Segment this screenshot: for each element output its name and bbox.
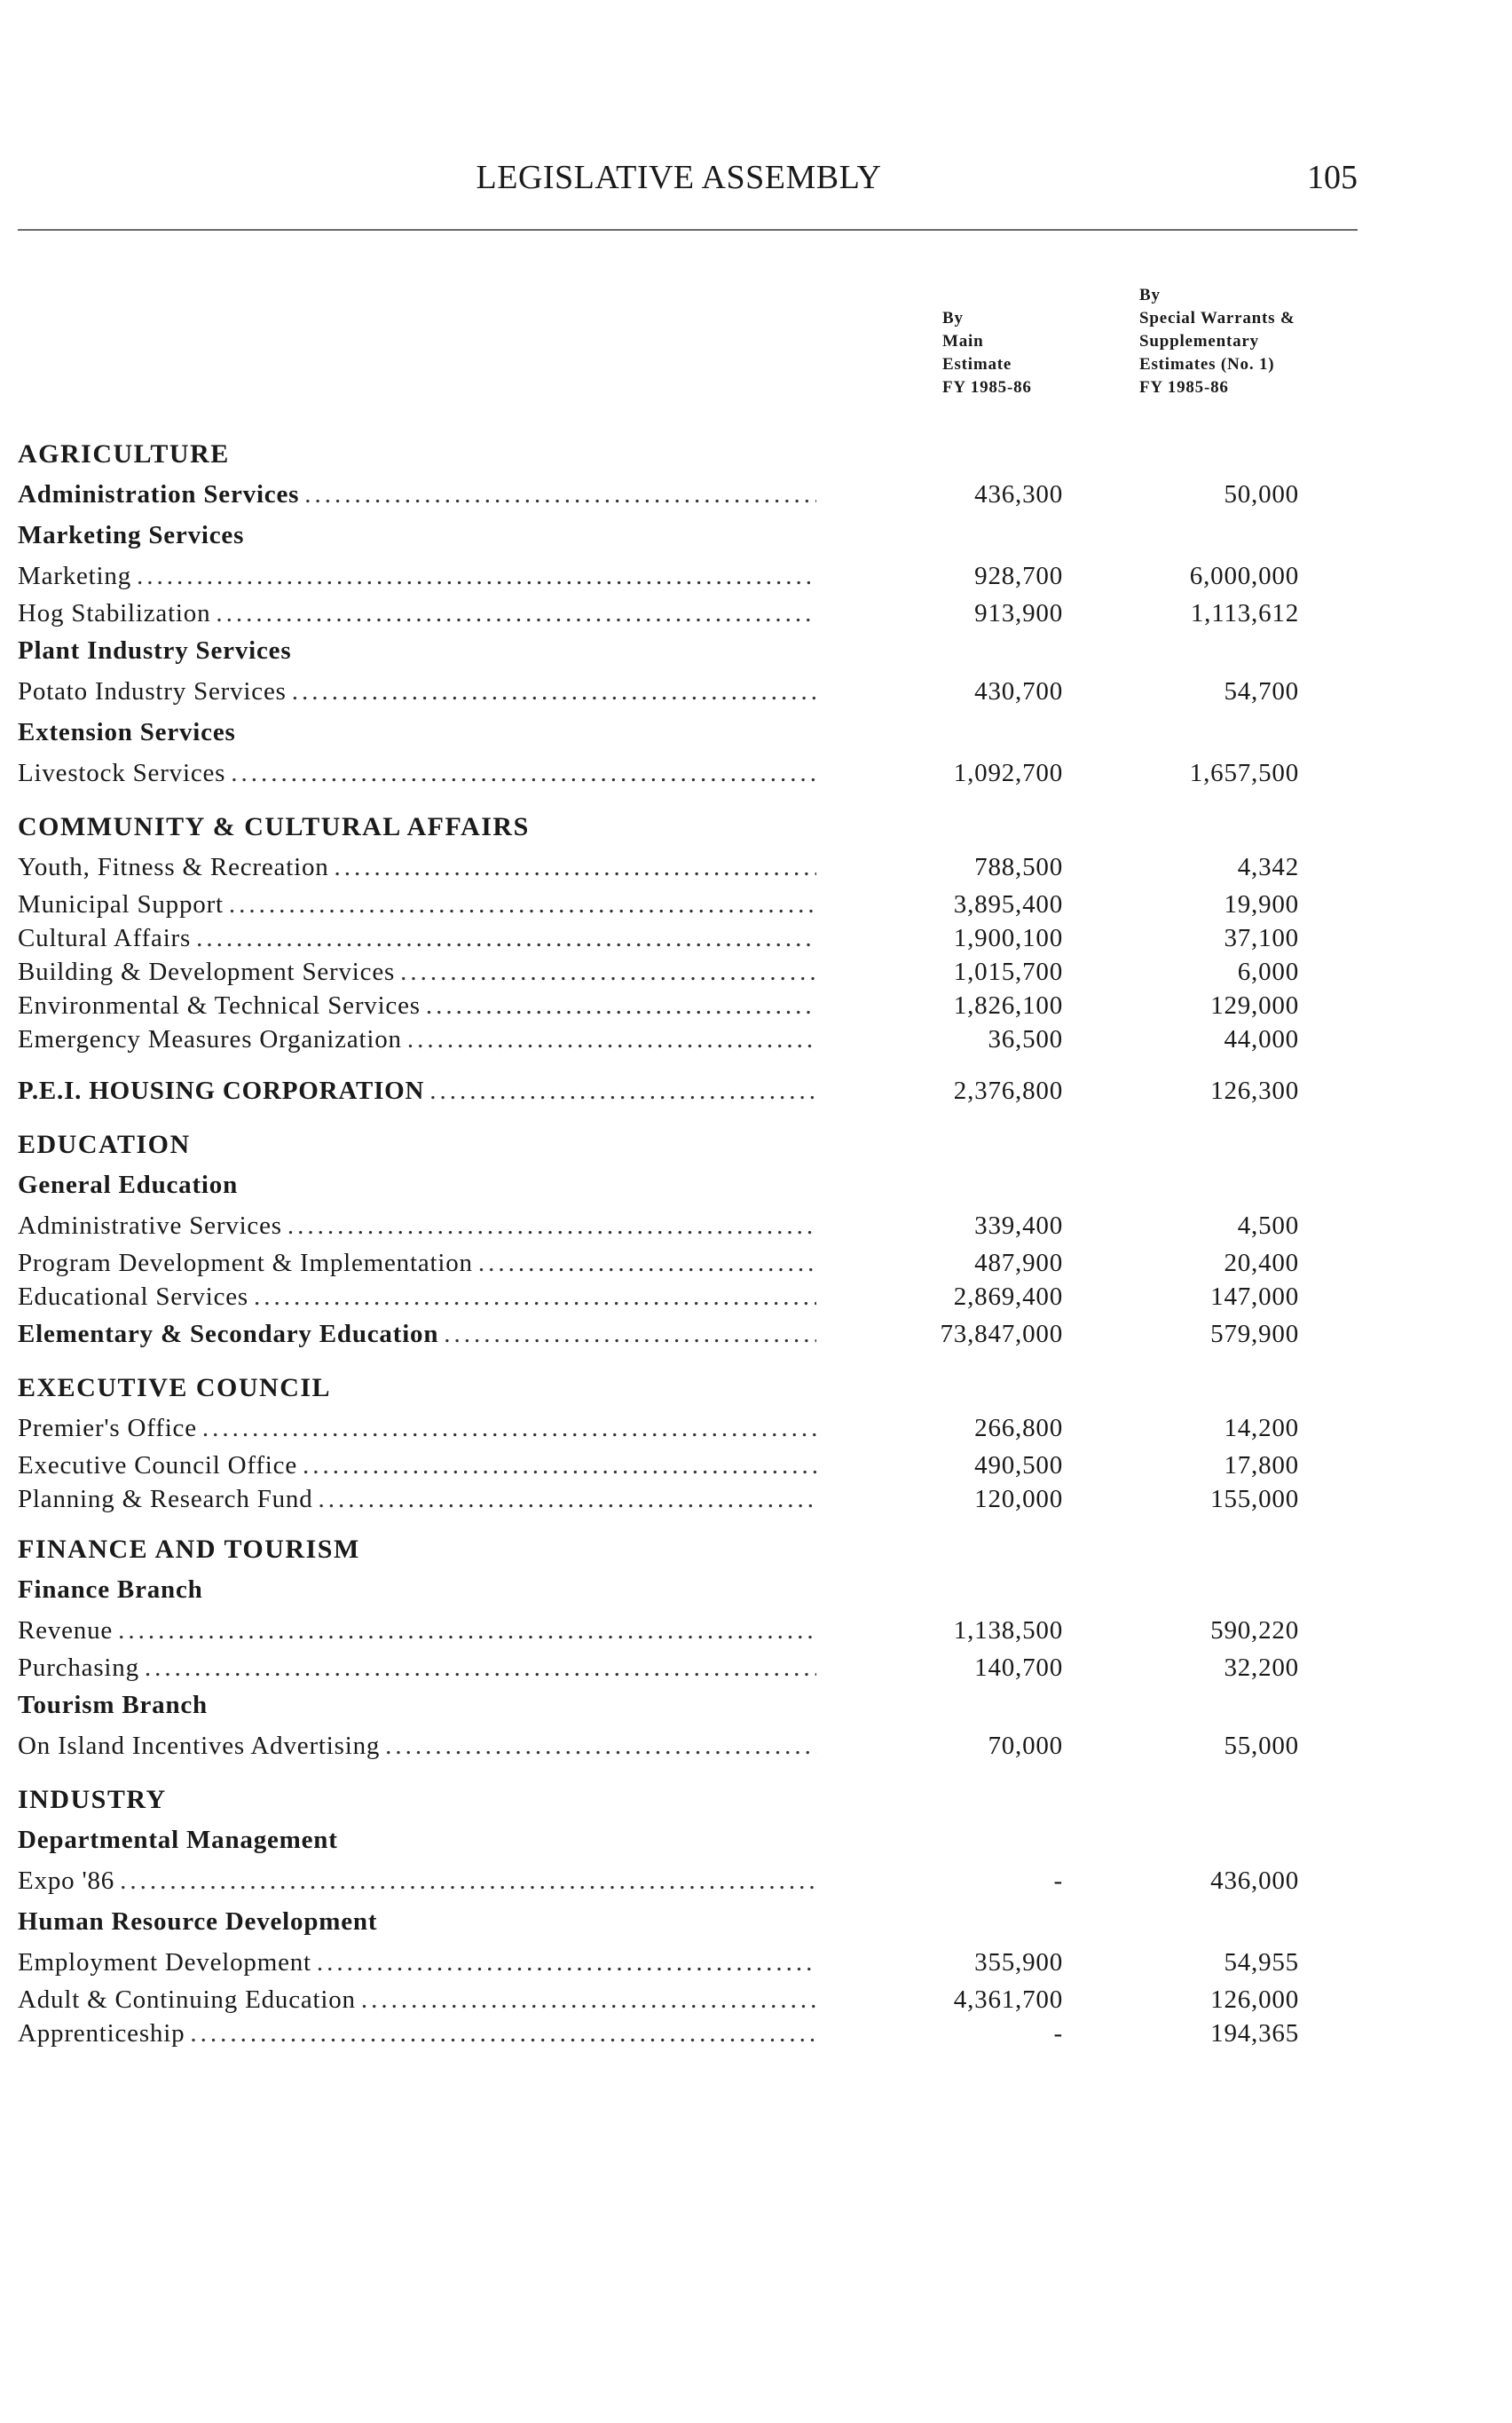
main-estimate-value: 1,138,500 — [953, 1616, 1063, 1645]
table-row — [18, 888, 1384, 921]
main-estimate-value: 490,500 — [974, 1451, 1063, 1480]
estimates-table — [18, 435, 1384, 2064]
main-estimate-value: 355,900 — [974, 1948, 1063, 1977]
dot-leader — [385, 1725, 816, 1766]
main-estimate-value: 2,376,800 — [953, 1077, 1063, 1105]
table-row — [18, 474, 1384, 515]
table-row — [18, 1860, 1384, 1901]
main-estimate-value: 788,500 — [974, 853, 1063, 881]
dot-leader — [202, 1408, 816, 1448]
table-row — [18, 556, 1384, 596]
table-row — [18, 1482, 1384, 1516]
dot-leader — [231, 753, 816, 793]
special-warrants-value: 37,100 — [1224, 924, 1299, 952]
table-row — [18, 753, 1384, 793]
section — [18, 435, 1384, 793]
table-row — [18, 1610, 1384, 1651]
dot-leader — [426, 989, 816, 1022]
table-row — [18, 2017, 1384, 2050]
row-label: Planning & Research Fund — [18, 1485, 313, 1513]
dot-leader — [254, 1280, 816, 1314]
special-warrants-value: 436,000 — [1210, 1867, 1299, 1895]
main-estimate-value: 120,000 — [974, 1485, 1063, 1513]
row-label-area — [18, 1610, 816, 1651]
row-label: Program Development & Implementation — [18, 1249, 473, 1277]
row-label: Elementary & Secondary Education — [18, 1320, 439, 1348]
section-title: EDUCATION — [18, 1130, 191, 1159]
special-warrants-value: 50,000 — [1224, 480, 1299, 509]
row-label-area — [18, 1482, 816, 1516]
table-row — [18, 1725, 1384, 1766]
table-row — [18, 1022, 1384, 1056]
dot-leader — [118, 1610, 816, 1651]
dot-leader — [444, 1314, 816, 1354]
special-warrants-value: 126,300 — [1210, 1077, 1299, 1105]
row-label-area — [18, 1725, 816, 1766]
row-label: Youth, Fitness & Recreation — [18, 853, 329, 881]
main-estimate-value: - — [1053, 2019, 1063, 2048]
row-label-area — [18, 1070, 816, 1111]
dot-leader — [407, 1022, 816, 1056]
special-warrants-value: 155,000 — [1210, 1485, 1299, 1513]
section — [18, 1780, 1384, 2050]
section-title: COMMUNITY & CULTURAL AFFAIRS — [18, 812, 530, 841]
dot-leader — [190, 2017, 816, 2050]
table-row — [18, 955, 1384, 989]
row-label: Potato Industry Services — [18, 677, 287, 706]
special-warrants-value: 19,900 — [1224, 890, 1299, 919]
row-label: Executive Council Office — [18, 1451, 298, 1480]
row-label-area — [18, 1246, 816, 1280]
row-label-area — [18, 1280, 816, 1314]
main-estimate-value: 1,900,100 — [953, 924, 1063, 952]
page-header — [0, 158, 1358, 208]
dot-leader — [361, 1983, 816, 2017]
dot-leader — [335, 847, 816, 888]
row-label: Hog Stabilization — [18, 599, 211, 627]
row-label: Revenue — [18, 1616, 114, 1645]
section-title: INDUSTRY — [18, 1785, 167, 1814]
special-warrants-value: 55,000 — [1224, 1732, 1299, 1760]
dot-leader — [120, 1860, 816, 1901]
row-label: Building & Development Services — [18, 958, 396, 986]
dot-leader — [216, 596, 816, 630]
special-warrants-value: 129,000 — [1210, 991, 1299, 1020]
special-warrants-value: 44,000 — [1224, 1025, 1299, 1054]
table-row — [18, 989, 1384, 1022]
main-estimate-value: 928,700 — [974, 562, 1063, 590]
special-warrants-value: 20,400 — [1224, 1249, 1299, 1277]
row-label-area — [18, 753, 816, 793]
row-label-area — [18, 1860, 816, 1901]
main-estimate-value: 913,900 — [974, 599, 1063, 627]
row-label: Premier's Office — [18, 1414, 197, 1442]
special-warrants-value: 4,342 — [1237, 853, 1299, 881]
row-label: Cultural Affairs — [18, 924, 192, 952]
main-estimate-value: 430,700 — [974, 677, 1063, 706]
dot-leader — [429, 1070, 816, 1111]
row-label: Expo '86 — [18, 1867, 115, 1895]
table-row — [18, 1205, 1384, 1246]
row-label: Environmental & Technical Services — [18, 991, 421, 1020]
dot-leader — [229, 888, 816, 921]
row-label-area — [18, 1022, 816, 1056]
row-label: Administrative Services — [18, 1212, 282, 1240]
row-label: Livestock Services — [18, 759, 226, 787]
table-row — [18, 1246, 1384, 1280]
main-estimate-value: 1,826,100 — [953, 991, 1063, 1020]
dot-leader — [319, 1482, 816, 1516]
main-estimate-value: 266,800 — [974, 1414, 1063, 1442]
section-title: EXECUTIVE COUNCIL — [18, 1373, 332, 1402]
table-row — [18, 847, 1384, 888]
table-row — [18, 596, 1384, 630]
subsection-title: General Education — [18, 1171, 239, 1199]
table-row — [18, 1651, 1384, 1685]
special-warrants-value: 1,113,612 — [1190, 599, 1299, 627]
table-row — [18, 1280, 1384, 1314]
row-label-area — [18, 1448, 816, 1482]
special-warrants-value: 32,200 — [1224, 1653, 1299, 1682]
main-estimate-value: 70,000 — [988, 1732, 1063, 1760]
row-label-area — [18, 1314, 816, 1354]
main-estimate-value: 1,092,700 — [953, 759, 1063, 787]
section — [18, 1125, 1384, 1354]
row-label-area — [18, 1651, 816, 1685]
main-estimate-value: 73,847,000 — [940, 1320, 1063, 1348]
row-label-area — [18, 1942, 816, 1983]
row-label-area — [18, 1983, 816, 2017]
row-label-area — [18, 888, 816, 921]
section-title: AGRICULTURE — [18, 439, 230, 469]
section-title: FINANCE AND TOURISM — [18, 1535, 360, 1564]
row-label-area — [18, 474, 816, 515]
main-estimate-value: 140,700 — [974, 1653, 1063, 1682]
row-label: Marketing — [18, 562, 132, 590]
dot-leader — [292, 671, 816, 712]
special-warrants-value: 14,200 — [1224, 1414, 1299, 1442]
section — [18, 1369, 1384, 1516]
row-label: Educational Services — [18, 1283, 248, 1311]
special-warrants-value: 590,220 — [1210, 1616, 1299, 1645]
row-label-area — [18, 921, 816, 955]
dot-leader — [137, 556, 816, 596]
row-label: Adult & Continuing Education — [18, 1985, 356, 2014]
special-warrants-value: 17,800 — [1224, 1451, 1299, 1480]
row-label: Emergency Measures Organization — [18, 1025, 402, 1054]
row-label: P.E.I. HOUSING CORPORATION — [18, 1077, 425, 1105]
row-label: Administration Services — [18, 480, 300, 509]
column-header-main-estimate: By Main Estimate FY 1985-86 — [942, 309, 1032, 397]
subsection-title: Human Resource Development — [18, 1907, 378, 1936]
dot-leader — [287, 1205, 816, 1246]
subsection-title: Departmental Management — [18, 1826, 338, 1854]
special-warrants-value: 579,900 — [1210, 1320, 1299, 1348]
page-number: 105 — [1307, 159, 1358, 196]
section — [18, 808, 1384, 1056]
row-label: Apprenticeship — [18, 2019, 185, 2048]
table-row — [18, 1070, 1384, 1111]
subsection-title: Marketing Services — [18, 521, 245, 549]
row-label-area — [18, 989, 816, 1022]
special-warrants-value: 54,700 — [1224, 677, 1299, 706]
special-warrants-value: 1,657,500 — [1189, 759, 1299, 787]
subsection-title: Finance Branch — [18, 1575, 203, 1604]
row-label-area — [18, 671, 816, 712]
special-warrants-value: 147,000 — [1210, 1283, 1299, 1311]
subsection-title: Extension Services — [18, 718, 236, 746]
dot-leader — [317, 1942, 816, 1983]
dot-leader — [400, 955, 816, 989]
row-label-area — [18, 847, 816, 888]
row-label: Purchasing — [18, 1653, 139, 1682]
table-row — [18, 1408, 1384, 1448]
subsection-title: Plant Industry Services — [18, 636, 292, 665]
dot-leader — [196, 921, 816, 955]
main-estimate-value: 339,400 — [974, 1212, 1063, 1240]
main-estimate-value: 487,900 — [974, 1249, 1063, 1277]
row-label-area — [18, 2017, 816, 2050]
section — [18, 1070, 1384, 1111]
special-warrants-value: 4,500 — [1237, 1212, 1299, 1240]
dot-leader — [145, 1651, 816, 1685]
special-warrants-value: 6,000 — [1237, 958, 1299, 986]
row-label: Employment Development — [18, 1948, 311, 1977]
main-estimate-value: 4,361,700 — [953, 1985, 1063, 2014]
dot-leader — [304, 474, 816, 515]
dot-leader — [478, 1246, 816, 1280]
row-label-area — [18, 955, 816, 989]
header-rule — [18, 229, 1358, 231]
table-row — [18, 1448, 1384, 1482]
running-title: LEGISLATIVE ASSEMBLY — [476, 159, 882, 196]
special-warrants-value: 194,365 — [1210, 2019, 1299, 2048]
special-warrants-value: 54,955 — [1224, 1948, 1299, 1977]
row-label-area — [18, 1408, 816, 1448]
subsection-title: Tourism Branch — [18, 1691, 208, 1719]
row-label: Municipal Support — [18, 890, 224, 919]
row-label: On Island Incentives Advertising — [18, 1732, 381, 1760]
dot-leader — [303, 1448, 816, 1482]
table-row — [18, 921, 1384, 955]
table-row — [18, 1942, 1384, 1983]
main-estimate-value: 36,500 — [988, 1025, 1063, 1054]
table-row — [18, 1314, 1384, 1354]
main-estimate-value: 3,895,400 — [953, 890, 1063, 919]
table-row — [18, 1983, 1384, 2017]
column-header-special-warrants: By Special Warrants & Supplementary Estimates (No. 1) FY 1985-86 — [1139, 286, 1295, 397]
main-estimate-value: 2,869,400 — [953, 1283, 1063, 1311]
section — [18, 1530, 1384, 1766]
main-estimate-value: - — [1053, 1867, 1063, 1895]
special-warrants-value: 126,000 — [1210, 1985, 1299, 2014]
special-warrants-value: 6,000,000 — [1189, 562, 1299, 590]
row-label-area — [18, 556, 816, 596]
row-label-area — [18, 596, 816, 630]
main-estimate-value: 1,015,700 — [953, 958, 1063, 986]
main-estimate-value: 436,300 — [974, 480, 1063, 509]
row-label-area — [18, 1205, 816, 1246]
table-row — [18, 671, 1384, 712]
